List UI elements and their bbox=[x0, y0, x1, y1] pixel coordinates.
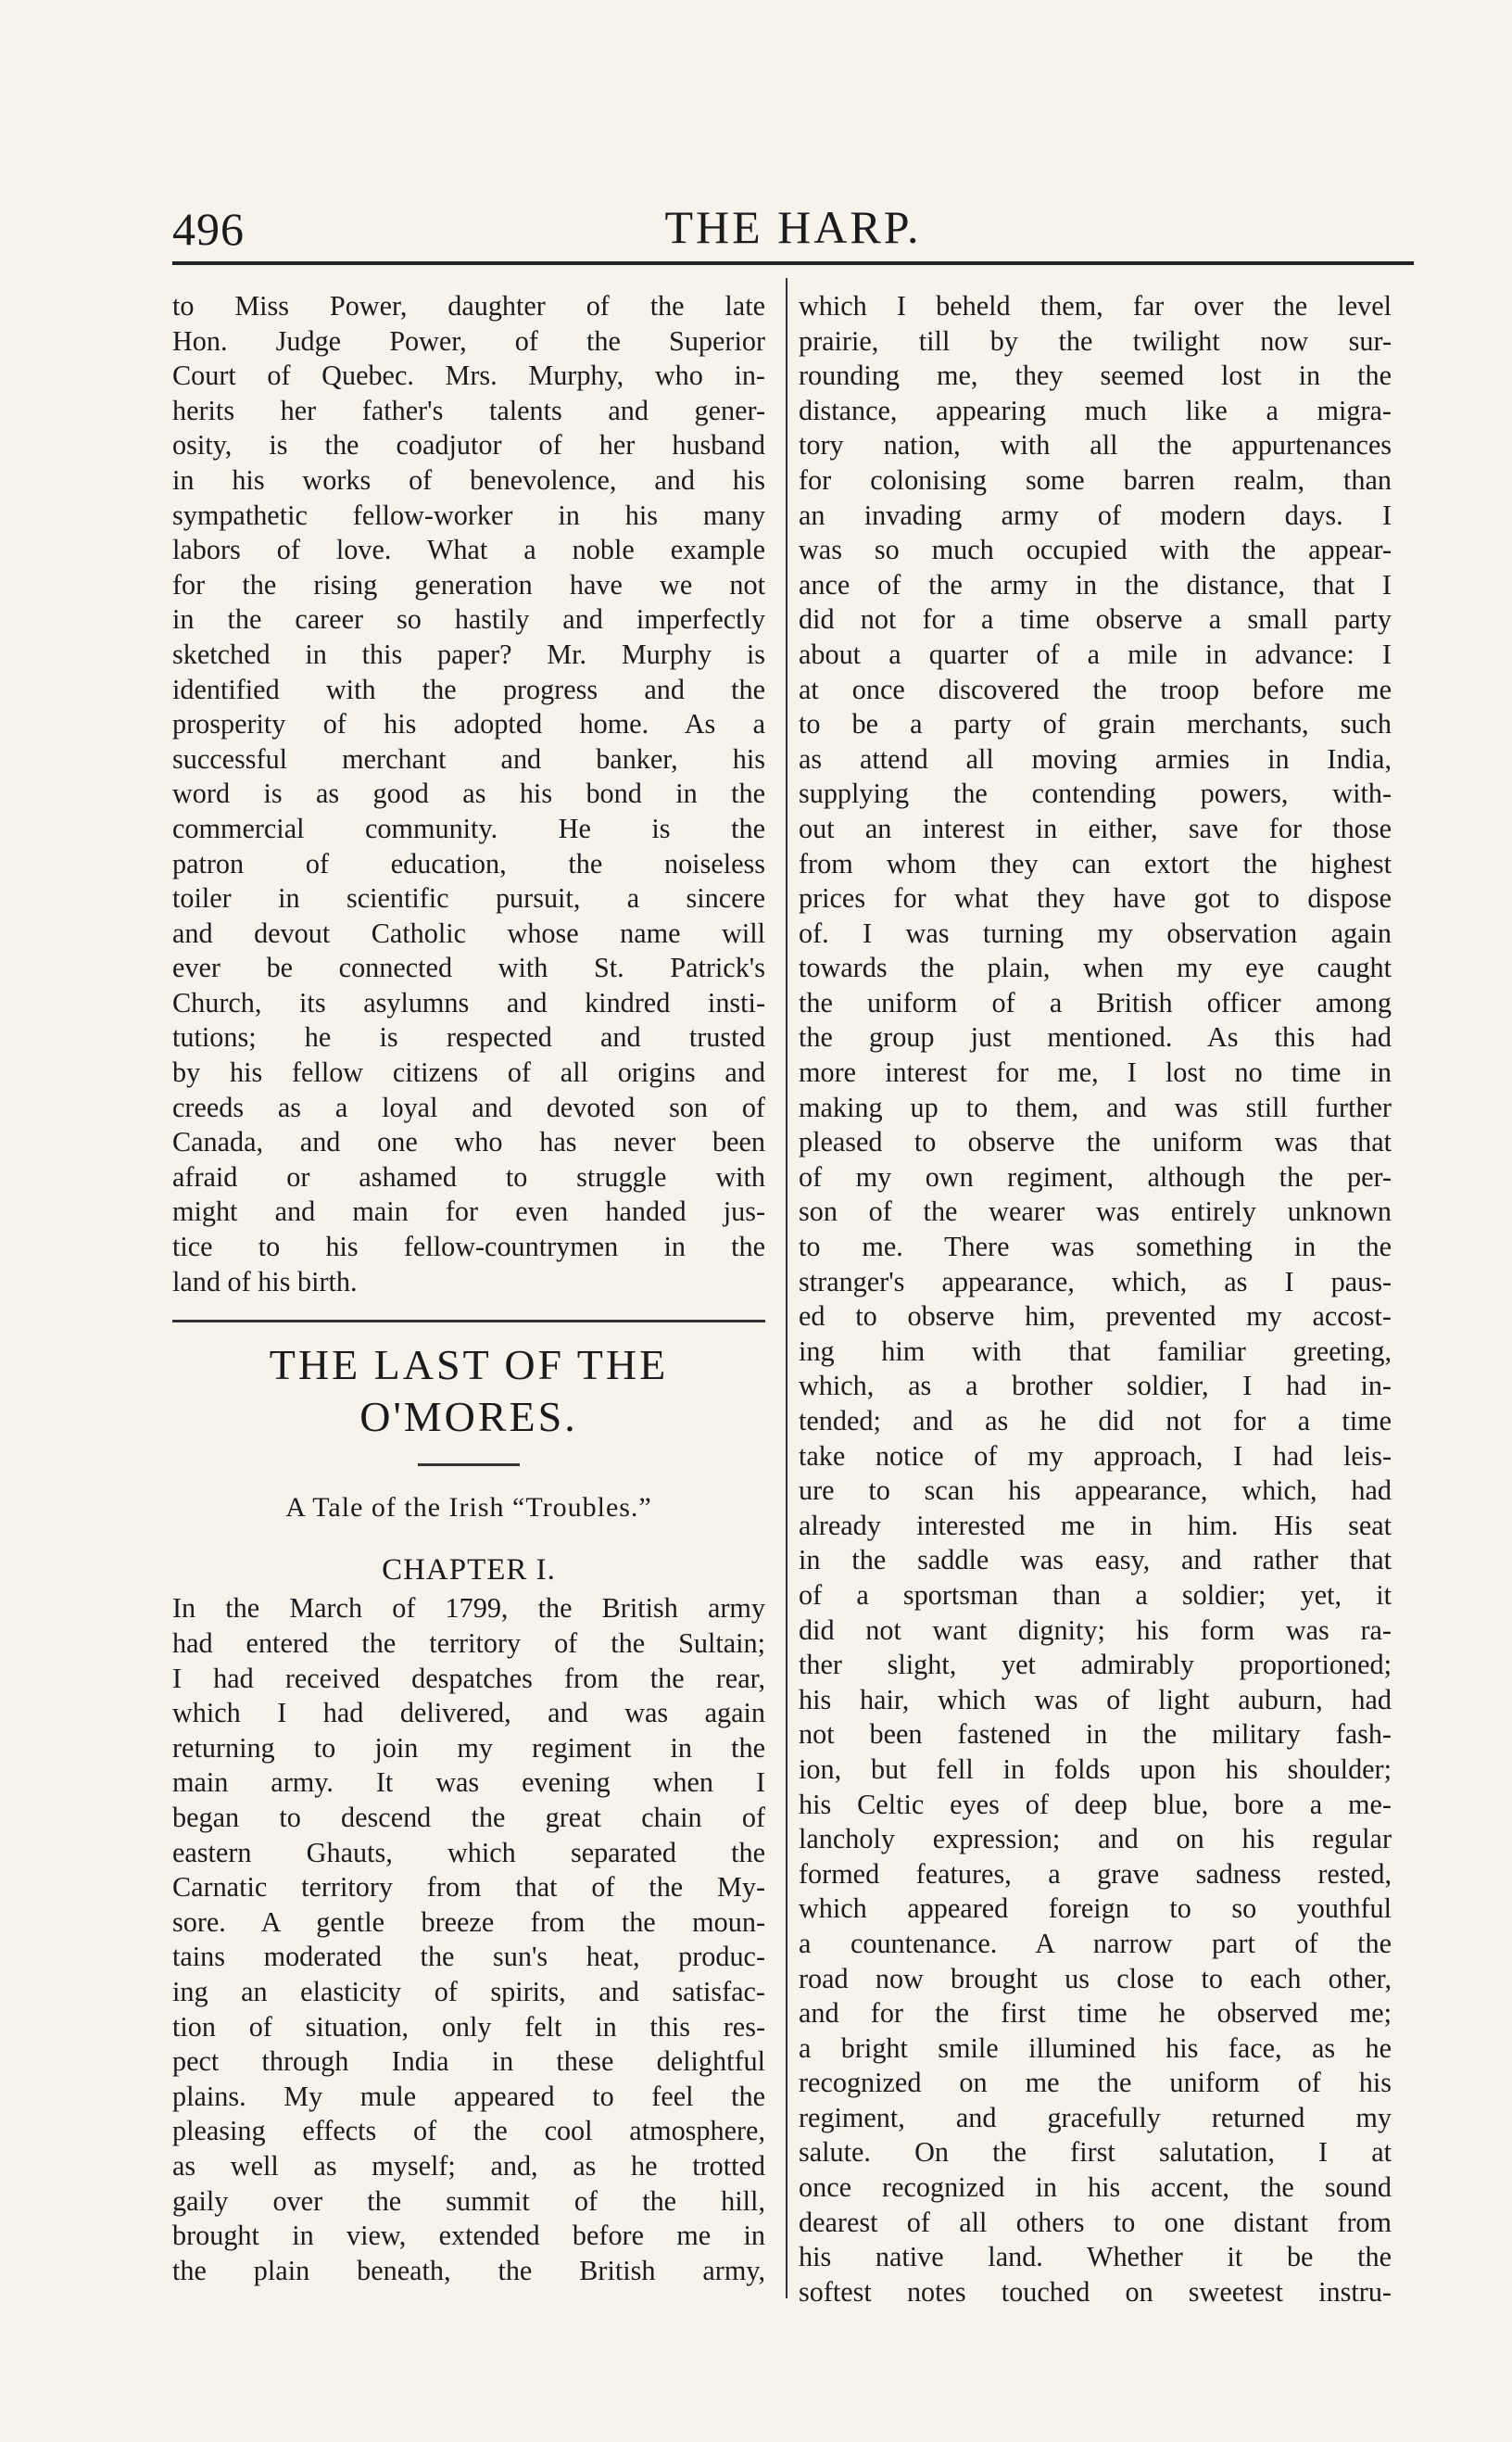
text-line: son of the wearer was entirely unknown bbox=[799, 1196, 1392, 1228]
text-line: road now brought us close to each other, bbox=[799, 1962, 1392, 1994]
text-line: about a quarter of a mile in advance: I bbox=[799, 638, 1392, 670]
text-line: pleasing effects of the cool atmosphere, bbox=[172, 2115, 765, 2147]
text-line: pect through India in these delightful bbox=[172, 2045, 765, 2078]
text-line: Carnatic territory from that of the My- bbox=[172, 1871, 765, 1904]
text-line: tice to his fellow-countrymen in the bbox=[172, 1231, 765, 1263]
chapter-heading: CHAPTER I. bbox=[382, 1552, 556, 1587]
text-line: softest notes touched on sweetest instru- bbox=[799, 2275, 1392, 2308]
text-line: formed features, a grave sadness rested, bbox=[799, 1857, 1392, 1890]
text-line: at once discovered the troop before me bbox=[799, 673, 1392, 705]
text-line: tended; and as he did not for a time bbox=[799, 1405, 1392, 1436]
text-line: which I had delivered, and was again bbox=[172, 1697, 765, 1729]
text-line: more interest for me, I lost no time in bbox=[799, 1057, 1392, 1089]
text-line: successful merchant and banker, his bbox=[172, 742, 765, 775]
text-line: in his works of benevolence, and his bbox=[172, 463, 765, 496]
text-line: land of his birth. bbox=[172, 1265, 358, 1297]
text-line: take notice of my approach, I had leis- bbox=[799, 1439, 1392, 1472]
article-subtitle: A Tale of the Irish “Troubles.” bbox=[285, 1492, 652, 1524]
text-line: the plain beneath, the British army, bbox=[172, 2254, 765, 2286]
running-title: THE HARP. bbox=[664, 201, 922, 253]
left-column bbox=[172, 289, 765, 2288]
text-line: tains moderated the sun's heat, produc- bbox=[172, 1941, 765, 1973]
text-line: the group just mentioned. As this had bbox=[799, 1021, 1392, 1054]
text-line: a bright smile illumined his face, as he bbox=[799, 2031, 1392, 2064]
text-line: a countenance. A narrow part of the bbox=[799, 1927, 1392, 1959]
text-line: osity, is the coadjutor of her husband bbox=[172, 429, 765, 462]
text-line: In the March of 1799, the British army bbox=[172, 1592, 765, 1625]
text-line: ther slight, yet admirably proportioned; bbox=[799, 1649, 1392, 1681]
text-line: word is as good as his bond in the bbox=[172, 778, 765, 810]
text-line: sore. A gentle breeze from the moun- bbox=[172, 1905, 765, 1938]
text-line: sketched in this paper? Mr. Murphy is bbox=[172, 638, 765, 670]
text-line: to Miss Power, daughter of the late bbox=[172, 290, 765, 322]
text-line: might and main for even handed jus- bbox=[172, 1196, 765, 1228]
text-line: ion, but fell in folds upon his shoulder; bbox=[799, 1752, 1392, 1785]
chapter-paragraph bbox=[172, 1591, 765, 2288]
text-line: Court of Quebec. Mrs. Murphy, who in- bbox=[172, 360, 765, 392]
text-line: by his fellow citizens of all origins and bbox=[172, 1057, 765, 1089]
biography-paragraph bbox=[172, 289, 765, 1299]
text-line: supplying the contending powers, with- bbox=[799, 778, 1392, 810]
text-line: tory nation, with all the appurtenances bbox=[799, 429, 1392, 462]
text-line: prairie, till by the twilight now sur- bbox=[799, 324, 1392, 357]
article-title-line-2: O'MORES. bbox=[359, 1393, 578, 1441]
text-line: was so much occupied with the appear- bbox=[799, 534, 1392, 566]
text-line: of a sportsman than a soldier; yet, it bbox=[799, 1578, 1392, 1611]
text-line: did not want dignity; his form was ra- bbox=[799, 1613, 1392, 1646]
text-line: stranger's appearance, which, as I paus- bbox=[799, 1265, 1392, 1297]
text-line: of my own regiment, although the per- bbox=[799, 1160, 1392, 1193]
text-line: salute. On the first salutation, I at bbox=[799, 2136, 1392, 2169]
text-line: did not for a time observe a small party bbox=[799, 603, 1392, 636]
text-line: returning to join my regiment in the bbox=[172, 1731, 765, 1764]
text-line: main army. It was evening when I bbox=[172, 1766, 765, 1799]
text-line: his hair, which was of light auburn, had bbox=[799, 1683, 1392, 1715]
text-line: commercial community. He is the bbox=[172, 812, 765, 844]
section-rule bbox=[172, 1320, 765, 1322]
text-line: began to descend the great chain of bbox=[172, 1801, 765, 1833]
text-line: to me. There was something in the bbox=[799, 1231, 1392, 1263]
text-line: making up to them, and was still further bbox=[799, 1091, 1392, 1123]
text-line: in the career so hastily and imperfectly bbox=[172, 603, 765, 636]
text-line: plains. My mule appeared to feel the bbox=[172, 2080, 765, 2112]
text-line: had entered the territory of the Sultain; bbox=[172, 1627, 765, 1659]
text-line: to be a party of grain merchants, such bbox=[799, 708, 1392, 740]
text-line: and devout Catholic whose name will bbox=[172, 917, 765, 949]
text-line: recognized on me the uniform of his bbox=[799, 2067, 1392, 2099]
text-line: rounding me, they seemed lost in the bbox=[799, 360, 1392, 392]
text-line: from whom they can extort the highest bbox=[799, 847, 1392, 879]
text-line: an invading army of modern days. I bbox=[799, 499, 1392, 531]
page-header bbox=[172, 196, 1414, 265]
text-line: as well as myself; and, as he trotted bbox=[172, 2149, 765, 2182]
text-line: brought in view, extended before me in bbox=[172, 2220, 765, 2252]
text-line: which I beheld them, far over the level bbox=[799, 290, 1392, 322]
text-line: the uniform of a British officer among bbox=[799, 986, 1392, 1019]
text-line: regiment, and gracefully returned my bbox=[799, 2101, 1392, 2133]
text-line: toiler in scientific pursuit, a sincere bbox=[172, 882, 765, 915]
text-line: ed to observe him, prevented my accost- bbox=[799, 1300, 1392, 1333]
text-line: ing an elasticity of spirits, and satisfac- bbox=[172, 1975, 765, 2007]
text-line: Church, its asylumns and kindred insti- bbox=[172, 986, 765, 1019]
page-number: 496 bbox=[172, 203, 245, 255]
text-line: for the rising generation have we not bbox=[172, 568, 765, 601]
text-line: his native land. Whether it be the bbox=[799, 2241, 1392, 2273]
text-line: ever be connected with St. Patrick's bbox=[172, 952, 765, 984]
text-line: herits her father's talents and gener- bbox=[172, 394, 765, 426]
text-line: dearest of all others to one distant from bbox=[799, 2206, 1392, 2238]
text-line: not been fastened in the military fash- bbox=[799, 1718, 1392, 1751]
article-title bbox=[172, 1339, 765, 1443]
text-line: pleased to observe the uniform was that bbox=[799, 1126, 1392, 1158]
text-line: sympathetic fellow-worker in his many bbox=[172, 499, 765, 531]
column-divider bbox=[786, 278, 788, 2298]
text-line: which, as a brother soldier, I had in- bbox=[799, 1370, 1392, 1402]
text-line: tion of situation, only felt in this res- bbox=[172, 2010, 765, 2043]
text-line: towards the plain, when my eye caught bbox=[799, 952, 1392, 984]
text-line: for colonising some barren realm, than bbox=[799, 463, 1392, 496]
title-short-rule bbox=[418, 1463, 520, 1466]
text-line: Canada, and one who has never been bbox=[172, 1126, 765, 1158]
text-line: distance, appearing much like a migra- bbox=[799, 394, 1392, 426]
text-line: patron of education, the noiseless bbox=[172, 847, 765, 879]
text-line: already interested me in him. His seat bbox=[799, 1509, 1392, 1541]
text-line: afraid or ashamed to struggle with bbox=[172, 1160, 765, 1193]
text-line: ure to scan his appearance, which, had bbox=[799, 1474, 1392, 1507]
right-column bbox=[799, 289, 1392, 2309]
text-line: out an interest in either, save for those bbox=[799, 812, 1392, 844]
text-line: as attend all moving armies in India, bbox=[799, 742, 1392, 775]
text-line: creeds as a loyal and devoted son of bbox=[172, 1091, 765, 1123]
text-line: once recognized in his accent, the sound bbox=[799, 2171, 1392, 2204]
text-line: prices for what they have got to dispose bbox=[799, 882, 1392, 915]
text-line: gaily over the summit of the hill, bbox=[172, 2184, 765, 2217]
text-line: which appeared foreign to so youthful bbox=[799, 1892, 1392, 1925]
text-line: prosperity of his adopted home. As a bbox=[172, 708, 765, 740]
text-line: ing him with that familiar greeting, bbox=[799, 1335, 1392, 1367]
text-line: and for the first time he observed me; bbox=[799, 1997, 1392, 2030]
article-title-line-1: THE LAST OF THE bbox=[269, 1341, 669, 1389]
text-line: tutions; he is respected and trusted bbox=[172, 1021, 765, 1054]
text-line: his Celtic eyes of deep blue, bore a me- bbox=[799, 1788, 1392, 1820]
text-line: ance of the army in the distance, that I bbox=[799, 568, 1392, 601]
text-line: identified with the progress and the bbox=[172, 673, 765, 705]
text-line: in the saddle was easy, and rather that bbox=[799, 1544, 1392, 1576]
text-line: I had received despatches from the rear, bbox=[172, 1662, 765, 1694]
continued-paragraph bbox=[799, 289, 1392, 2309]
text-line: of. I was turning my observation again bbox=[799, 917, 1392, 949]
text-line: lancholy expression; and on his regular bbox=[799, 1823, 1392, 1855]
text-line: Hon. Judge Power, of the Superior bbox=[172, 324, 765, 357]
text-line: labors of love. What a noble example bbox=[172, 534, 765, 566]
text-line: eastern Ghauts, which separated the bbox=[172, 1836, 765, 1868]
